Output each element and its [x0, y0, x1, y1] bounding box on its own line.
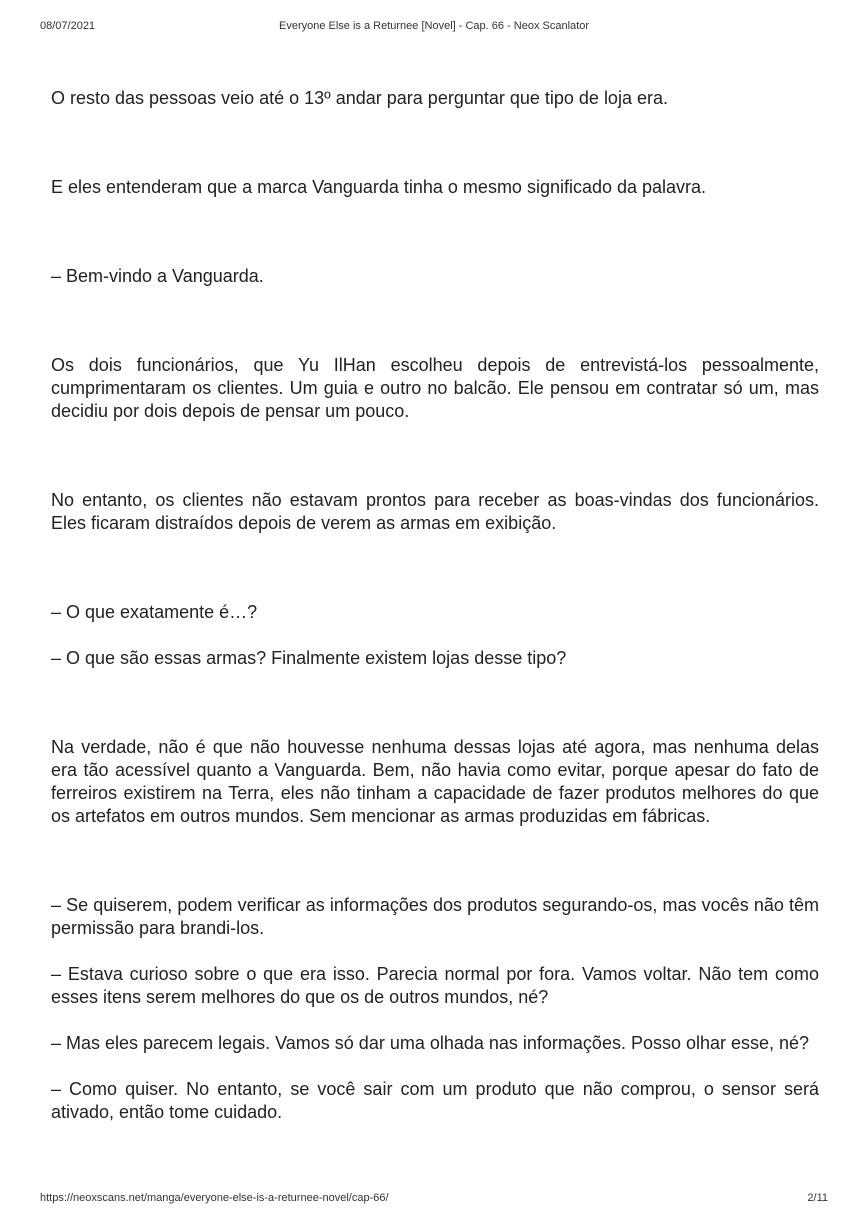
paragraph: O resto das pessoas veio até o 13º andar para perguntar que tipo de loja era. [51, 88, 668, 108]
paragraph: – Como quiser. No entanto, se você sair com um produto que não comprou, o sensor será ativado, então tome cuidado. [51, 1079, 819, 1122]
print-date: 08/07/2021 [40, 20, 96, 32]
chapter-text [51, 87, 819, 1124]
paragraph: – Estava curioso sobre o que era isso. Parecia normal por fora. Vamos voltar. Não tem como esses itens serem melhores do que os de outros mundos, né? [51, 964, 819, 1007]
paragraph: – Se quiserem, podem verificar as informações dos produtos segurando-os, mas vocês não têm permissão para brandi-los. [51, 895, 819, 938]
page-footer [0, 1192, 868, 1208]
paragraph: No entanto, os clientes não estavam prontos para receber as boas-vindas dos funcionários. Eles ficaram distraídos depois de verem as armas em exibição. [51, 490, 819, 533]
paragraph: E eles entenderam que a marca Vanguarda tinha o mesmo significado da palavra. [51, 177, 707, 197]
source-url: https://neoxscans.net/manga/everyone-else-is-a-returnee-novel/cap-66/ [40, 1192, 389, 1204]
paragraph: – Mas eles parecem legais. Vamos só dar uma olhada nas informações. Posso olhar esse, né? [51, 1033, 810, 1053]
page-header [0, 20, 868, 36]
paragraph: Os dois funcionários, que Yu IlHan escolheu depois de entrevistá-los pessoalmente, cumprimentaram os clientes. Um guia e outro no balcão. Ele pensou em contratar só um, mas decidiu por dois depois de pensar um pouco. [51, 355, 819, 421]
paragraph: Na verdade, não é que não houvesse nenhuma dessas lojas até agora, mas nenhuma delas era tão acessível quanto a Vanguarda. Bem, não havia como evitar, porque apesar do fato de ferreiros existirem na Terra, eles não tinham a capacidade de fazer produtos melhores do que os artefatos em outros mundos. Sem mencionar as armas produzidas em fábricas. [51, 737, 819, 826]
page-number: 2/11 [807, 1192, 828, 1204]
paragraph: – O que são essas armas? Finalmente existem lojas desse tipo? [51, 648, 567, 668]
page-title: Everyone Else is a Returnee [Novel] - Cap. 66 - Neox Scanlator [279, 20, 589, 32]
paragraph: – Bem-vindo a Vanguarda. [51, 266, 264, 286]
paragraph: – O que exatamente é…? [51, 602, 258, 622]
